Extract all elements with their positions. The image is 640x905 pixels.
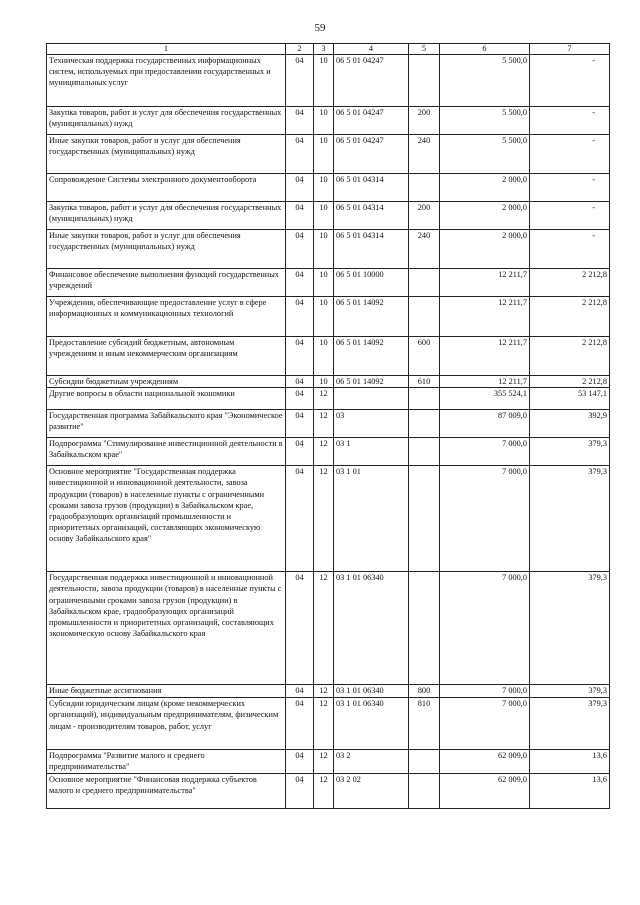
- table-row: [47, 337, 610, 376]
- row-name-cell: Сопровождение Системы электронного документооборота: [47, 174, 286, 202]
- row-value-cell-6: 5 500,0: [440, 55, 530, 107]
- column-header-2: 2: [286, 44, 314, 55]
- row-value-cell-7: 13,6: [530, 750, 610, 773]
- row-value-cell-7: 379,3: [530, 438, 610, 466]
- row-name-cell: Техническая поддержка государственных информационных систем, используемых при предоставлении государственных и муниципальных услуг: [47, 55, 286, 107]
- row-value-cell-5: 240: [409, 230, 440, 269]
- row-value-cell-2: 04: [286, 572, 314, 685]
- row-value-cell-5: [409, 55, 440, 107]
- row-value-cell-7: 2 212,8: [530, 269, 610, 297]
- row-value-cell-5: [409, 388, 440, 410]
- row-value-cell-7: 53 147,1: [530, 388, 610, 410]
- row-name-cell: Иные закупки товаров, работ и услуг для обеспечения государственных (муниципальных) нужд: [47, 135, 286, 174]
- row-value-cell-2: 04: [286, 466, 314, 572]
- row-value-cell-3: 12: [314, 685, 334, 698]
- row-value-cell-7: -: [530, 55, 610, 107]
- row-value-cell-6: 12 211,7: [440, 337, 530, 376]
- row-value-cell-7: 379,3: [530, 466, 610, 572]
- table-row: [47, 269, 610, 297]
- row-value-cell-4: 03 1: [334, 438, 409, 466]
- row-name-cell: Государственная поддержка инвестиционной и инновационной деятельности, завоза продукции (товаров) в населенные пункты с ограниченными сроками завоза грузов (продукции) в Забайкальском крае, градообразующих организаций промышленности и приоритетных организаций, составляющих экономическую основу Забайкальского края: [47, 572, 286, 685]
- row-value-cell-2: 04: [286, 773, 314, 808]
- row-value-cell-2: 04: [286, 750, 314, 773]
- row-value-cell-7: -: [530, 202, 610, 230]
- row-name-cell: Основное мероприятие "Финансовая поддержка субъектов малого и среднего предпринимательства": [47, 773, 286, 808]
- table-row: [47, 773, 610, 808]
- row-value-cell-4: 06 5 01 14092: [334, 297, 409, 337]
- row-value-cell-2: 04: [286, 685, 314, 698]
- row-value-cell-5: [409, 410, 440, 438]
- row-value-cell-4: 06 5 01 14092: [334, 376, 409, 388]
- column-header-3: 3: [314, 44, 334, 55]
- row-value-cell-5: [409, 438, 440, 466]
- table-row: [47, 107, 610, 135]
- table-row: [47, 135, 610, 174]
- budget-table: [46, 43, 610, 809]
- row-value-cell-7: 392,9: [530, 410, 610, 438]
- row-value-cell-2: 04: [286, 202, 314, 230]
- row-value-cell-3: 12: [314, 388, 334, 410]
- row-value-cell-4: 03 1 01 06340: [334, 685, 409, 698]
- row-value-cell-6: 62 009,0: [440, 773, 530, 808]
- row-value-cell-5: 200: [409, 107, 440, 135]
- row-value-cell-6: 7 000,0: [440, 685, 530, 698]
- row-value-cell-3: 10: [314, 107, 334, 135]
- row-value-cell-6: 7 000,0: [440, 466, 530, 572]
- column-header-4: 4: [334, 44, 409, 55]
- row-value-cell-4: 03 2: [334, 750, 409, 773]
- row-name-cell: Закупка товаров, работ и услуг для обеспечения государственных (муниципальных) нужд: [47, 202, 286, 230]
- row-value-cell-6: 5 500,0: [440, 107, 530, 135]
- row-name-cell: Основное мероприятие "Государственная поддержка инвестиционной и инновационной деятельности, завоза продукции (товаров) в населенные пункты с ограниченными сроками завоза грузов (продукции) в Забайкальском крае, градообразующих организаций промышленности и приоритетных организаций, составляющих экономическую основу Забайкальского края": [47, 466, 286, 572]
- table-row: [47, 572, 610, 685]
- table-row: [47, 297, 610, 337]
- row-value-cell-3: 10: [314, 55, 334, 107]
- row-value-cell-3: 10: [314, 202, 334, 230]
- row-value-cell-2: 04: [286, 410, 314, 438]
- row-value-cell-2: 04: [286, 174, 314, 202]
- row-value-cell-7: 2 212,8: [530, 376, 610, 388]
- row-value-cell-3: 10: [314, 269, 334, 297]
- row-value-cell-5: 800: [409, 685, 440, 698]
- row-value-cell-6: 7 000,0: [440, 438, 530, 466]
- row-name-cell: Финансовое обеспечение выполнения функций государственных учреждений: [47, 269, 286, 297]
- table-row: [47, 698, 610, 750]
- row-value-cell-3: 12: [314, 466, 334, 572]
- row-value-cell-5: [409, 269, 440, 297]
- row-value-cell-5: 600: [409, 337, 440, 376]
- row-value-cell-5: [409, 750, 440, 773]
- row-value-cell-3: 10: [314, 174, 334, 202]
- row-value-cell-5: [409, 466, 440, 572]
- row-value-cell-4: 06 5 01 04247: [334, 135, 409, 174]
- row-value-cell-3: 10: [314, 297, 334, 337]
- row-value-cell-2: 04: [286, 337, 314, 376]
- row-value-cell-5: [409, 174, 440, 202]
- row-value-cell-4: 06 5 01 04247: [334, 107, 409, 135]
- row-value-cell-6: 62 009,0: [440, 750, 530, 773]
- row-value-cell-5: 610: [409, 376, 440, 388]
- row-value-cell-3: 10: [314, 230, 334, 269]
- row-value-cell-6: 12 211,7: [440, 376, 530, 388]
- row-value-cell-2: 04: [286, 230, 314, 269]
- row-value-cell-3: 12: [314, 698, 334, 750]
- row-value-cell-6: 12 211,7: [440, 297, 530, 337]
- row-value-cell-4: 03 1 01 06340: [334, 572, 409, 685]
- row-name-cell: Подпрограмма "Стимулирование инвестиционной деятельности в Забайкальском крае": [47, 438, 286, 466]
- table-body: [47, 55, 610, 809]
- table-row: [47, 410, 610, 438]
- table-row: [47, 438, 610, 466]
- row-value-cell-3: 12: [314, 572, 334, 685]
- row-value-cell-7: -: [530, 135, 610, 174]
- row-value-cell-2: 04: [286, 135, 314, 174]
- row-value-cell-2: 04: [286, 388, 314, 410]
- row-name-cell: Закупка товаров, работ и услуг для обеспечения государственных (муниципальных) нужд: [47, 107, 286, 135]
- row-value-cell-6: 7 000,0: [440, 698, 530, 750]
- table-row: [47, 388, 610, 410]
- row-name-cell: Государственная программа Забайкальского края "Экономическое развитие": [47, 410, 286, 438]
- column-header-6: 6: [440, 44, 530, 55]
- row-value-cell-4: 03 2 02: [334, 773, 409, 808]
- row-value-cell-2: 04: [286, 55, 314, 107]
- row-value-cell-7: 379,3: [530, 685, 610, 698]
- row-value-cell-7: 2 212,8: [530, 297, 610, 337]
- table-row: [47, 202, 610, 230]
- table-row: [47, 174, 610, 202]
- column-header-1: 1: [47, 44, 286, 55]
- table-row: [47, 55, 610, 107]
- row-value-cell-6: 2 000,0: [440, 202, 530, 230]
- row-value-cell-4: 06 5 01 04247: [334, 55, 409, 107]
- header-row: [47, 44, 610, 55]
- row-value-cell-4: 06 5 01 04314: [334, 174, 409, 202]
- table-row: [47, 230, 610, 269]
- row-value-cell-3: 12: [314, 410, 334, 438]
- row-value-cell-2: 04: [286, 698, 314, 750]
- row-value-cell-5: 810: [409, 698, 440, 750]
- row-value-cell-2: 04: [286, 297, 314, 337]
- row-value-cell-2: 04: [286, 269, 314, 297]
- row-value-cell-2: 04: [286, 438, 314, 466]
- row-value-cell-6: 2 000,0: [440, 174, 530, 202]
- row-name-cell: Иные закупки товаров, работ и услуг для обеспечения государственных (муниципальных) нужд: [47, 230, 286, 269]
- row-name-cell: Предоставление субсидий бюджетным, автономным учреждениям и иным некоммерческим организациям: [47, 337, 286, 376]
- row-name-cell: Субсидии юридическим лицам (кроме некоммерческих организаций), индивидуальным предпринимателям, физическим лицам - производителям товаров, работ, услуг: [47, 698, 286, 750]
- row-value-cell-2: 04: [286, 107, 314, 135]
- column-header-5: 5: [409, 44, 440, 55]
- row-value-cell-6: 87 009,0: [440, 410, 530, 438]
- row-value-cell-7: 2 212,8: [530, 337, 610, 376]
- row-value-cell-5: [409, 572, 440, 685]
- row-value-cell-4: 06 5 01 04314: [334, 202, 409, 230]
- row-value-cell-4: 03: [334, 410, 409, 438]
- row-value-cell-3: 12: [314, 773, 334, 808]
- row-value-cell-5: [409, 297, 440, 337]
- row-value-cell-7: -: [530, 107, 610, 135]
- table-row: [47, 750, 610, 773]
- row-value-cell-5: 200: [409, 202, 440, 230]
- row-value-cell-6: 7 000,0: [440, 572, 530, 685]
- row-value-cell-4: 03 1 01: [334, 466, 409, 572]
- row-value-cell-4: 06 5 01 14092: [334, 337, 409, 376]
- row-name-cell: Субсидии бюджетным учреждениям: [47, 376, 286, 388]
- table-row: [47, 685, 610, 698]
- row-value-cell-3: 10: [314, 135, 334, 174]
- row-value-cell-6: 2 000,0: [440, 230, 530, 269]
- row-value-cell-5: 240: [409, 135, 440, 174]
- row-value-cell-3: 10: [314, 376, 334, 388]
- row-value-cell-3: 12: [314, 750, 334, 773]
- row-name-cell: Иные бюджетные ассигнования: [47, 685, 286, 698]
- row-value-cell-6: 12 211,7: [440, 269, 530, 297]
- row-value-cell-3: 12: [314, 438, 334, 466]
- row-name-cell: Подпрограмма "Развитие малого и среднего предпринимательства": [47, 750, 286, 773]
- page-number: 59: [314, 22, 326, 34]
- row-value-cell-4: 06 5 01 10000: [334, 269, 409, 297]
- row-value-cell-2: 04: [286, 376, 314, 388]
- row-value-cell-5: [409, 773, 440, 808]
- column-header-7: 7: [530, 44, 610, 55]
- table-row: [47, 466, 610, 572]
- row-value-cell-3: 10: [314, 337, 334, 376]
- row-value-cell-7: 379,3: [530, 572, 610, 685]
- row-name-cell: Другие вопросы в области национальной экономики: [47, 388, 286, 410]
- row-value-cell-6: 5 500,0: [440, 135, 530, 174]
- row-value-cell-6: 355 524,1: [440, 388, 530, 410]
- row-name-cell: Учреждения, обеспечивающие предоставление услуг в сфере информационных и коммуникационных технологий: [47, 297, 286, 337]
- row-value-cell-7: 379,3: [530, 698, 610, 750]
- table-row: [47, 376, 610, 388]
- row-value-cell-4: 03 1 01 06340: [334, 698, 409, 750]
- row-value-cell-7: -: [530, 174, 610, 202]
- row-value-cell-7: -: [530, 230, 610, 269]
- row-value-cell-4: 06 5 01 04314: [334, 230, 409, 269]
- row-value-cell-4: [334, 388, 409, 410]
- row-value-cell-7: 13,6: [530, 773, 610, 808]
